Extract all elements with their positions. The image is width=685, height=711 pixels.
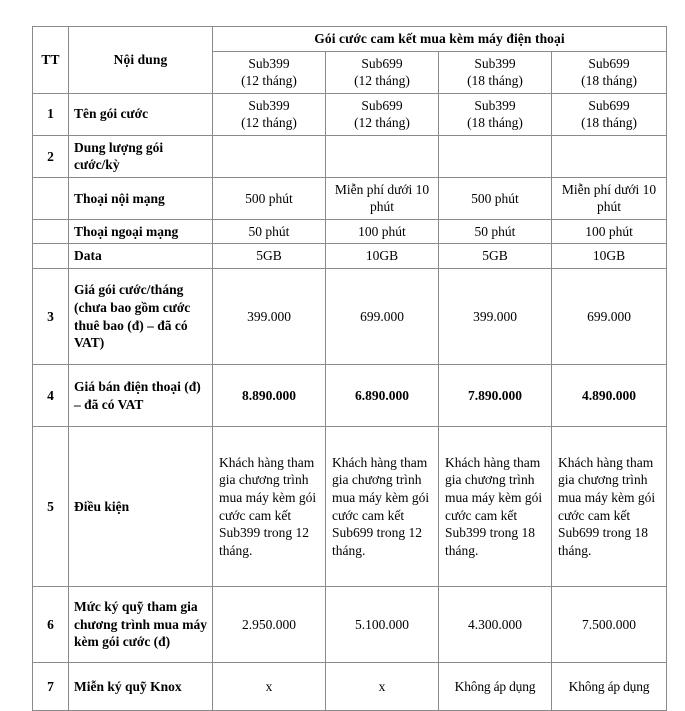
table-row — [33, 135, 667, 177]
row-value: 50 phút — [213, 219, 326, 244]
package-column-1 — [213, 51, 326, 93]
row-number: 3 — [33, 269, 69, 365]
row-value — [326, 135, 439, 177]
row-value: 500 phút — [439, 177, 552, 219]
package-column-2 — [326, 51, 439, 93]
row-value — [552, 135, 667, 177]
table-row — [33, 663, 667, 711]
row-value: 2.950.000 — [213, 587, 326, 663]
table-row — [33, 219, 667, 244]
package-term: (18 tháng) — [467, 73, 523, 89]
table-row — [33, 365, 667, 427]
row-value: Khách hàng tham gia chương trình mua máy kèm gói cước cam kết Sub699 trong 18 tháng. — [552, 427, 667, 587]
row-value: x — [326, 663, 439, 711]
header-cell-packages-group: Gói cước cam kết mua kèm máy điện thoại — [213, 27, 667, 52]
row-value: 4.890.000 — [552, 365, 667, 427]
row-value: 399.000 — [439, 269, 552, 365]
package-term: (18 tháng) — [581, 73, 637, 89]
row-number — [33, 177, 69, 219]
row-value: Miễn phí dưới 10 phút — [326, 177, 439, 219]
row-value: 699.000 — [326, 269, 439, 365]
row-value: Không áp dụng — [439, 663, 552, 711]
row-value: Khách hàng tham gia chương trình mua máy kèm gói cước cam kết Sub699 trong 12 tháng. — [326, 427, 439, 587]
row-number: 5 — [33, 427, 69, 587]
row-value: 8.890.000 — [213, 365, 326, 427]
row-label: Dung lượng gói cước/kỳ — [69, 135, 213, 177]
row-number: 7 — [33, 663, 69, 711]
row-value: Sub699 (18 tháng) — [552, 93, 667, 135]
table-row — [33, 177, 667, 219]
table-row — [33, 93, 667, 135]
table-row — [33, 587, 667, 663]
table-header-row — [33, 27, 667, 52]
package-term: (12 tháng) — [241, 73, 297, 89]
package-term: (12 tháng) — [354, 73, 410, 89]
package-column-3 — [439, 51, 552, 93]
row-number — [33, 244, 69, 269]
row-value: Sub699 (12 tháng) — [326, 93, 439, 135]
row-value: 6.890.000 — [326, 365, 439, 427]
header-cell-tt: TT — [33, 27, 69, 94]
row-number: 2 — [33, 135, 69, 177]
row-value — [439, 135, 552, 177]
row-number: 6 — [33, 587, 69, 663]
package-column-4 — [552, 51, 667, 93]
row-label: Điều kiện — [69, 427, 213, 587]
row-label: Giá bán điện thoại (đ) – đã có VAT — [69, 365, 213, 427]
row-value: 699.000 — [552, 269, 667, 365]
row-value: 10GB — [326, 244, 439, 269]
row-number: 1 — [33, 93, 69, 135]
row-value: 7.890.000 — [439, 365, 552, 427]
row-value: Miễn phí dưới 10 phút — [552, 177, 667, 219]
row-number — [33, 219, 69, 244]
row-label: Tên gói cước — [69, 93, 213, 135]
row-value: 500 phút — [213, 177, 326, 219]
row-value: Khách hàng tham gia chương trình mua máy kèm gói cước cam kết Sub399 trong 18 tháng. — [439, 427, 552, 587]
row-value: 399.000 — [213, 269, 326, 365]
row-value: Không áp dụng — [552, 663, 667, 711]
table-row — [33, 427, 667, 587]
pricing-table — [32, 26, 667, 711]
row-number: 4 — [33, 365, 69, 427]
row-value: Sub399 (18 tháng) — [439, 93, 552, 135]
row-value: 10GB — [552, 244, 667, 269]
row-value: 100 phút — [326, 219, 439, 244]
package-name: Sub399 — [474, 55, 516, 71]
package-name: Sub399 — [248, 55, 290, 71]
row-label: Mức ký quỹ tham gia chương trình mua máy kèm gói cước (đ) — [69, 587, 213, 663]
package-name: Sub699 — [588, 55, 630, 71]
row-label: Data — [69, 244, 213, 269]
row-label: Miễn ký quỹ Knox — [69, 663, 213, 711]
table-row — [33, 269, 667, 365]
row-value: 100 phút — [552, 219, 667, 244]
package-name: Sub699 — [361, 55, 403, 71]
pricing-table-container — [32, 26, 666, 711]
row-label: Thoại ngoại mạng — [69, 219, 213, 244]
row-value: 50 phút — [439, 219, 552, 244]
header-cell-content: Nội dung — [69, 27, 213, 94]
row-value: Khách hàng tham gia chương trình mua máy kèm gói cước cam kết Sub399 trong 12 tháng. — [213, 427, 326, 587]
row-value: 5GB — [439, 244, 552, 269]
row-label: Giá gói cước/tháng (chưa bao gồm cước thuê bao (đ) – đã có VAT) — [69, 269, 213, 365]
row-label: Thoại nội mạng — [69, 177, 213, 219]
row-value: 7.500.000 — [552, 587, 667, 663]
table-row — [33, 244, 667, 269]
row-value: Sub399 (12 tháng) — [213, 93, 326, 135]
row-value: 5GB — [213, 244, 326, 269]
row-value: x — [213, 663, 326, 711]
row-value: 5.100.000 — [326, 587, 439, 663]
row-value — [213, 135, 326, 177]
row-value: 4.300.000 — [439, 587, 552, 663]
